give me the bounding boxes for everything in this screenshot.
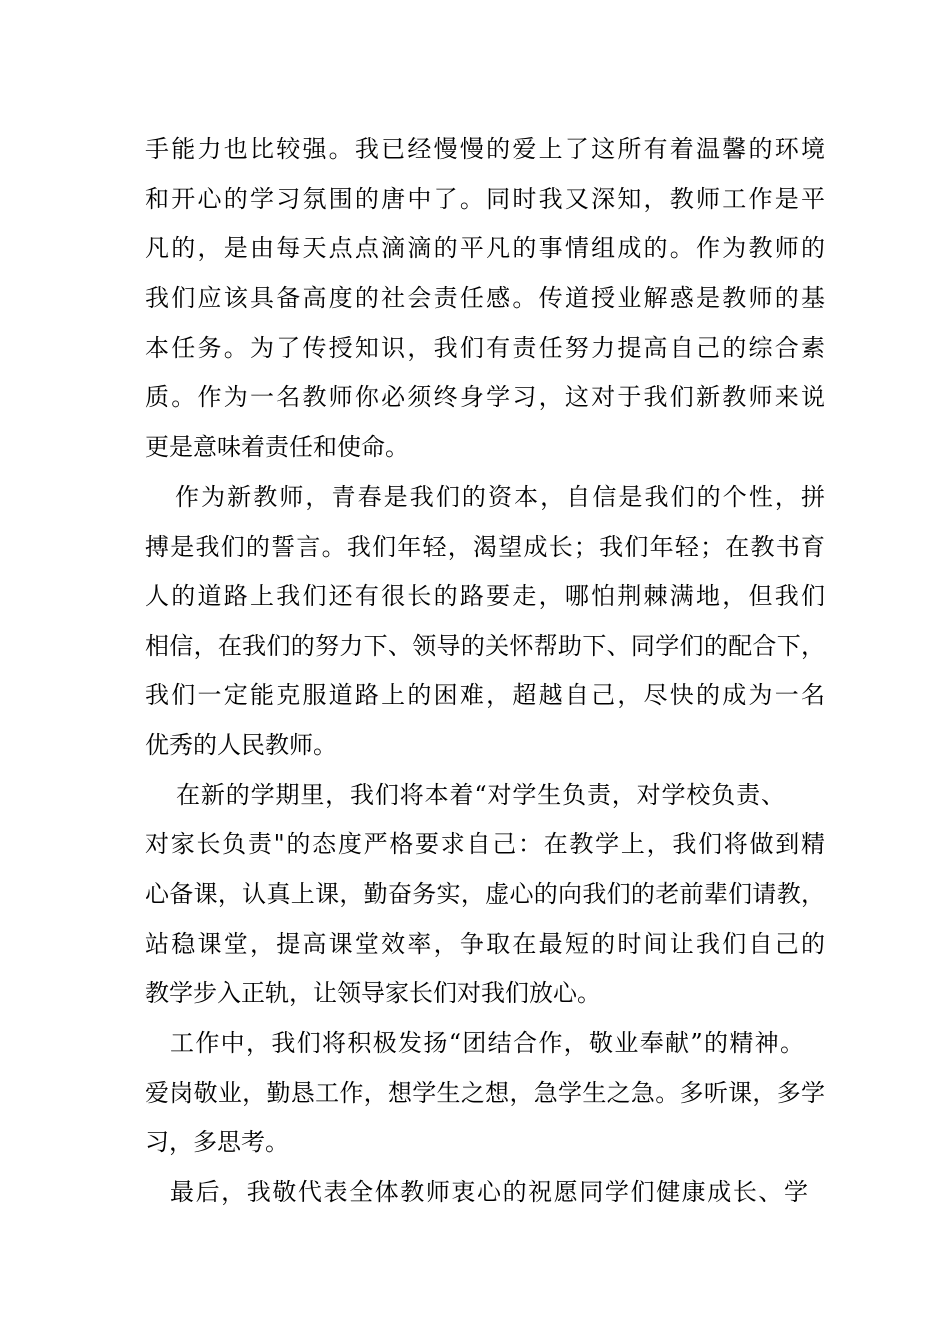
text-line: 习，多思考。 xyxy=(145,1128,289,1156)
text-line: 手能力也比较强。我已经慢慢的爱上了这所有着温馨的环境 xyxy=(145,135,825,163)
text-line: 我们应该具备高度的社会责任感。传道授业解惑是教师的基 xyxy=(145,284,825,312)
text-line: 人的道路上我们还有很长的路要走，哪怕荆棘满地，但我们 xyxy=(145,582,825,610)
text-line: 在新的学期里，我们将本着“对学生负责，对学校负责、 xyxy=(176,781,785,809)
text-line: 相信，在我们的努力下、领导的关怀帮助下、同学们的配合下， xyxy=(145,632,825,660)
text-line: 心备课，认真上课，勤奋务实，虚心的向我们的老前辈们请教， xyxy=(145,880,825,908)
text-line: 凡的，是由每天点点滴滴的平凡的事情组成的。作为教师的 xyxy=(145,234,825,262)
text-line: 爱岗敬业，勤恳工作，想学生之想，急学生之急。多听课，多学 xyxy=(145,1079,825,1107)
text-line: 教学步入正轨，让领导家长们对我们放心。 xyxy=(145,979,601,1007)
text-line: 优秀的人民教师。 xyxy=(145,731,337,759)
text-line: 质。作为一名教师你必须终身学习，这对于我们新教师来说 xyxy=(145,383,825,411)
text-line: 对家长负责"的态度严格要求自己：在教学上，我们将做到精 xyxy=(145,830,825,858)
text-line: 工作中，我们将积极发扬“团结合作，敬业奉献”的精神。 xyxy=(170,1029,804,1057)
text-line: 站稳课堂，提高课堂效率，争取在最短的时间让我们自己的 xyxy=(145,930,825,958)
text-line: 更是意味着责任和使命。 xyxy=(145,433,409,461)
text-line: 搏是我们的誓言。我们年轻，渴望成长；我们年轻；在教书育 xyxy=(145,533,825,561)
text-line: 最后，我敬代表全体教师衷心的祝愿同学们健康成长、学 xyxy=(170,1178,808,1206)
text-line: 本任务。为了传授知识，我们有责任努力提高自己的综合素 xyxy=(145,334,825,362)
text-line: 和开心的学习氛围的唐中了。同时我又深知，教师工作是平 xyxy=(145,185,825,213)
text-line: 作为新教师，青春是我们的资本，自信是我们的个性，拼 xyxy=(175,483,825,511)
text-line: 我们一定能克服道路上的困难，超越自己，尽快的成为一名 xyxy=(145,681,825,709)
